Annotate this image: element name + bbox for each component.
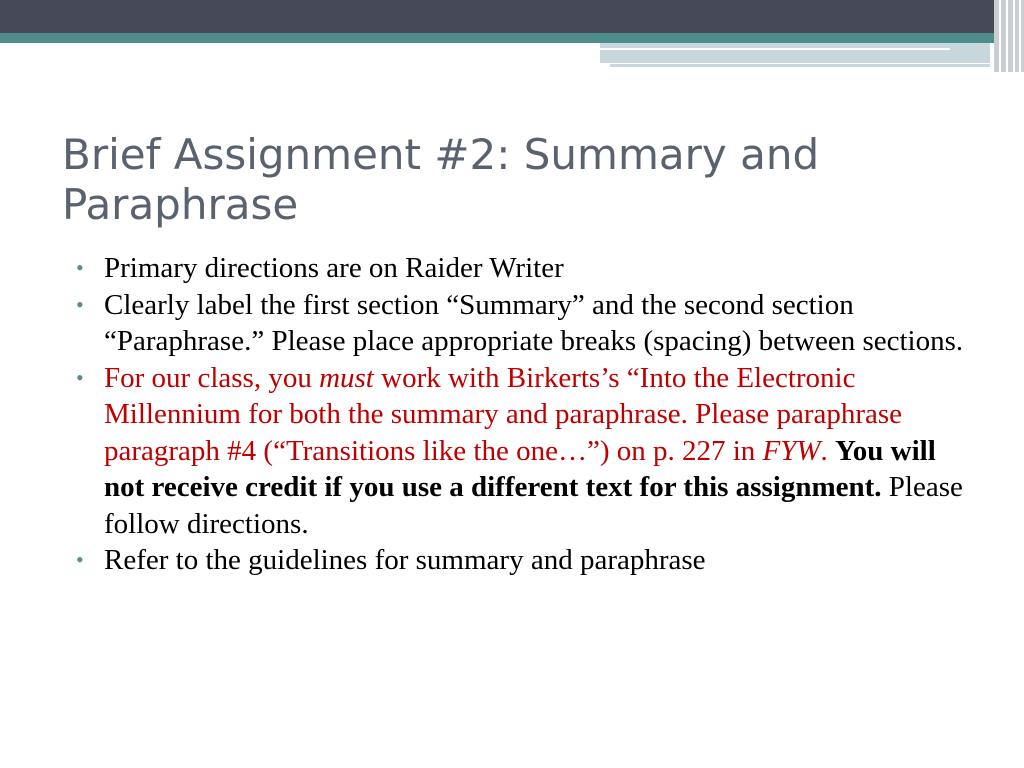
bullet-text: Refer to the guidelines for summary and paraphrase	[104, 544, 706, 576]
header-light-panel	[600, 43, 990, 63]
header-light-line-lower	[610, 64, 990, 67]
slide-title: Brief Assignment #2: Summary and Paraphrase	[62, 130, 820, 229]
bullet-text-red: .	[820, 434, 836, 467]
header-vertical-bars	[994, 0, 1024, 72]
bullet-text-red: work with Birkerts’s “Into the Electronic Millennium for both the summary and paraphrase. Please paraphrase paragraph #4 (“Transitions like the one…”) on p. 227 in	[104, 361, 903, 467]
header-light-line	[600, 48, 950, 50]
warning-text: You will not receive credit if you use a different text for this assignment.	[104, 434, 936, 503]
header-dark-band	[0, 0, 1024, 33]
bullet-item	[76, 542, 976, 579]
vertical-bar	[1006, 0, 1008, 72]
vertical-bar	[1013, 0, 1015, 72]
bullet-icon: •	[76, 364, 84, 390]
bullet-item-highlight	[76, 360, 976, 543]
bullet-icon: •	[76, 255, 84, 280]
bullet-item	[76, 287, 976, 360]
vertical-bar	[1019, 0, 1021, 72]
bullet-text-red: For our class, you	[104, 361, 320, 394]
bullet-item	[76, 250, 976, 287]
bullet-icon: •	[76, 547, 84, 572]
bullet-text: Clearly label the first section “Summary” and the second section “Paraphrase.” Please place appropriate breaks (spacing) between sections.	[104, 288, 964, 357]
bullet-list	[76, 250, 976, 579]
emphasis-must: must	[319, 361, 374, 394]
bullet-icon: •	[76, 291, 84, 317]
bullet-text: Primary directions are on Raider Writer	[104, 252, 564, 284]
vertical-bar	[999, 0, 1001, 72]
bullet-text: Please follow directions.	[104, 471, 963, 540]
header-teal-stripe	[0, 33, 1024, 43]
emphasis-fyw: FYW	[762, 434, 821, 467]
